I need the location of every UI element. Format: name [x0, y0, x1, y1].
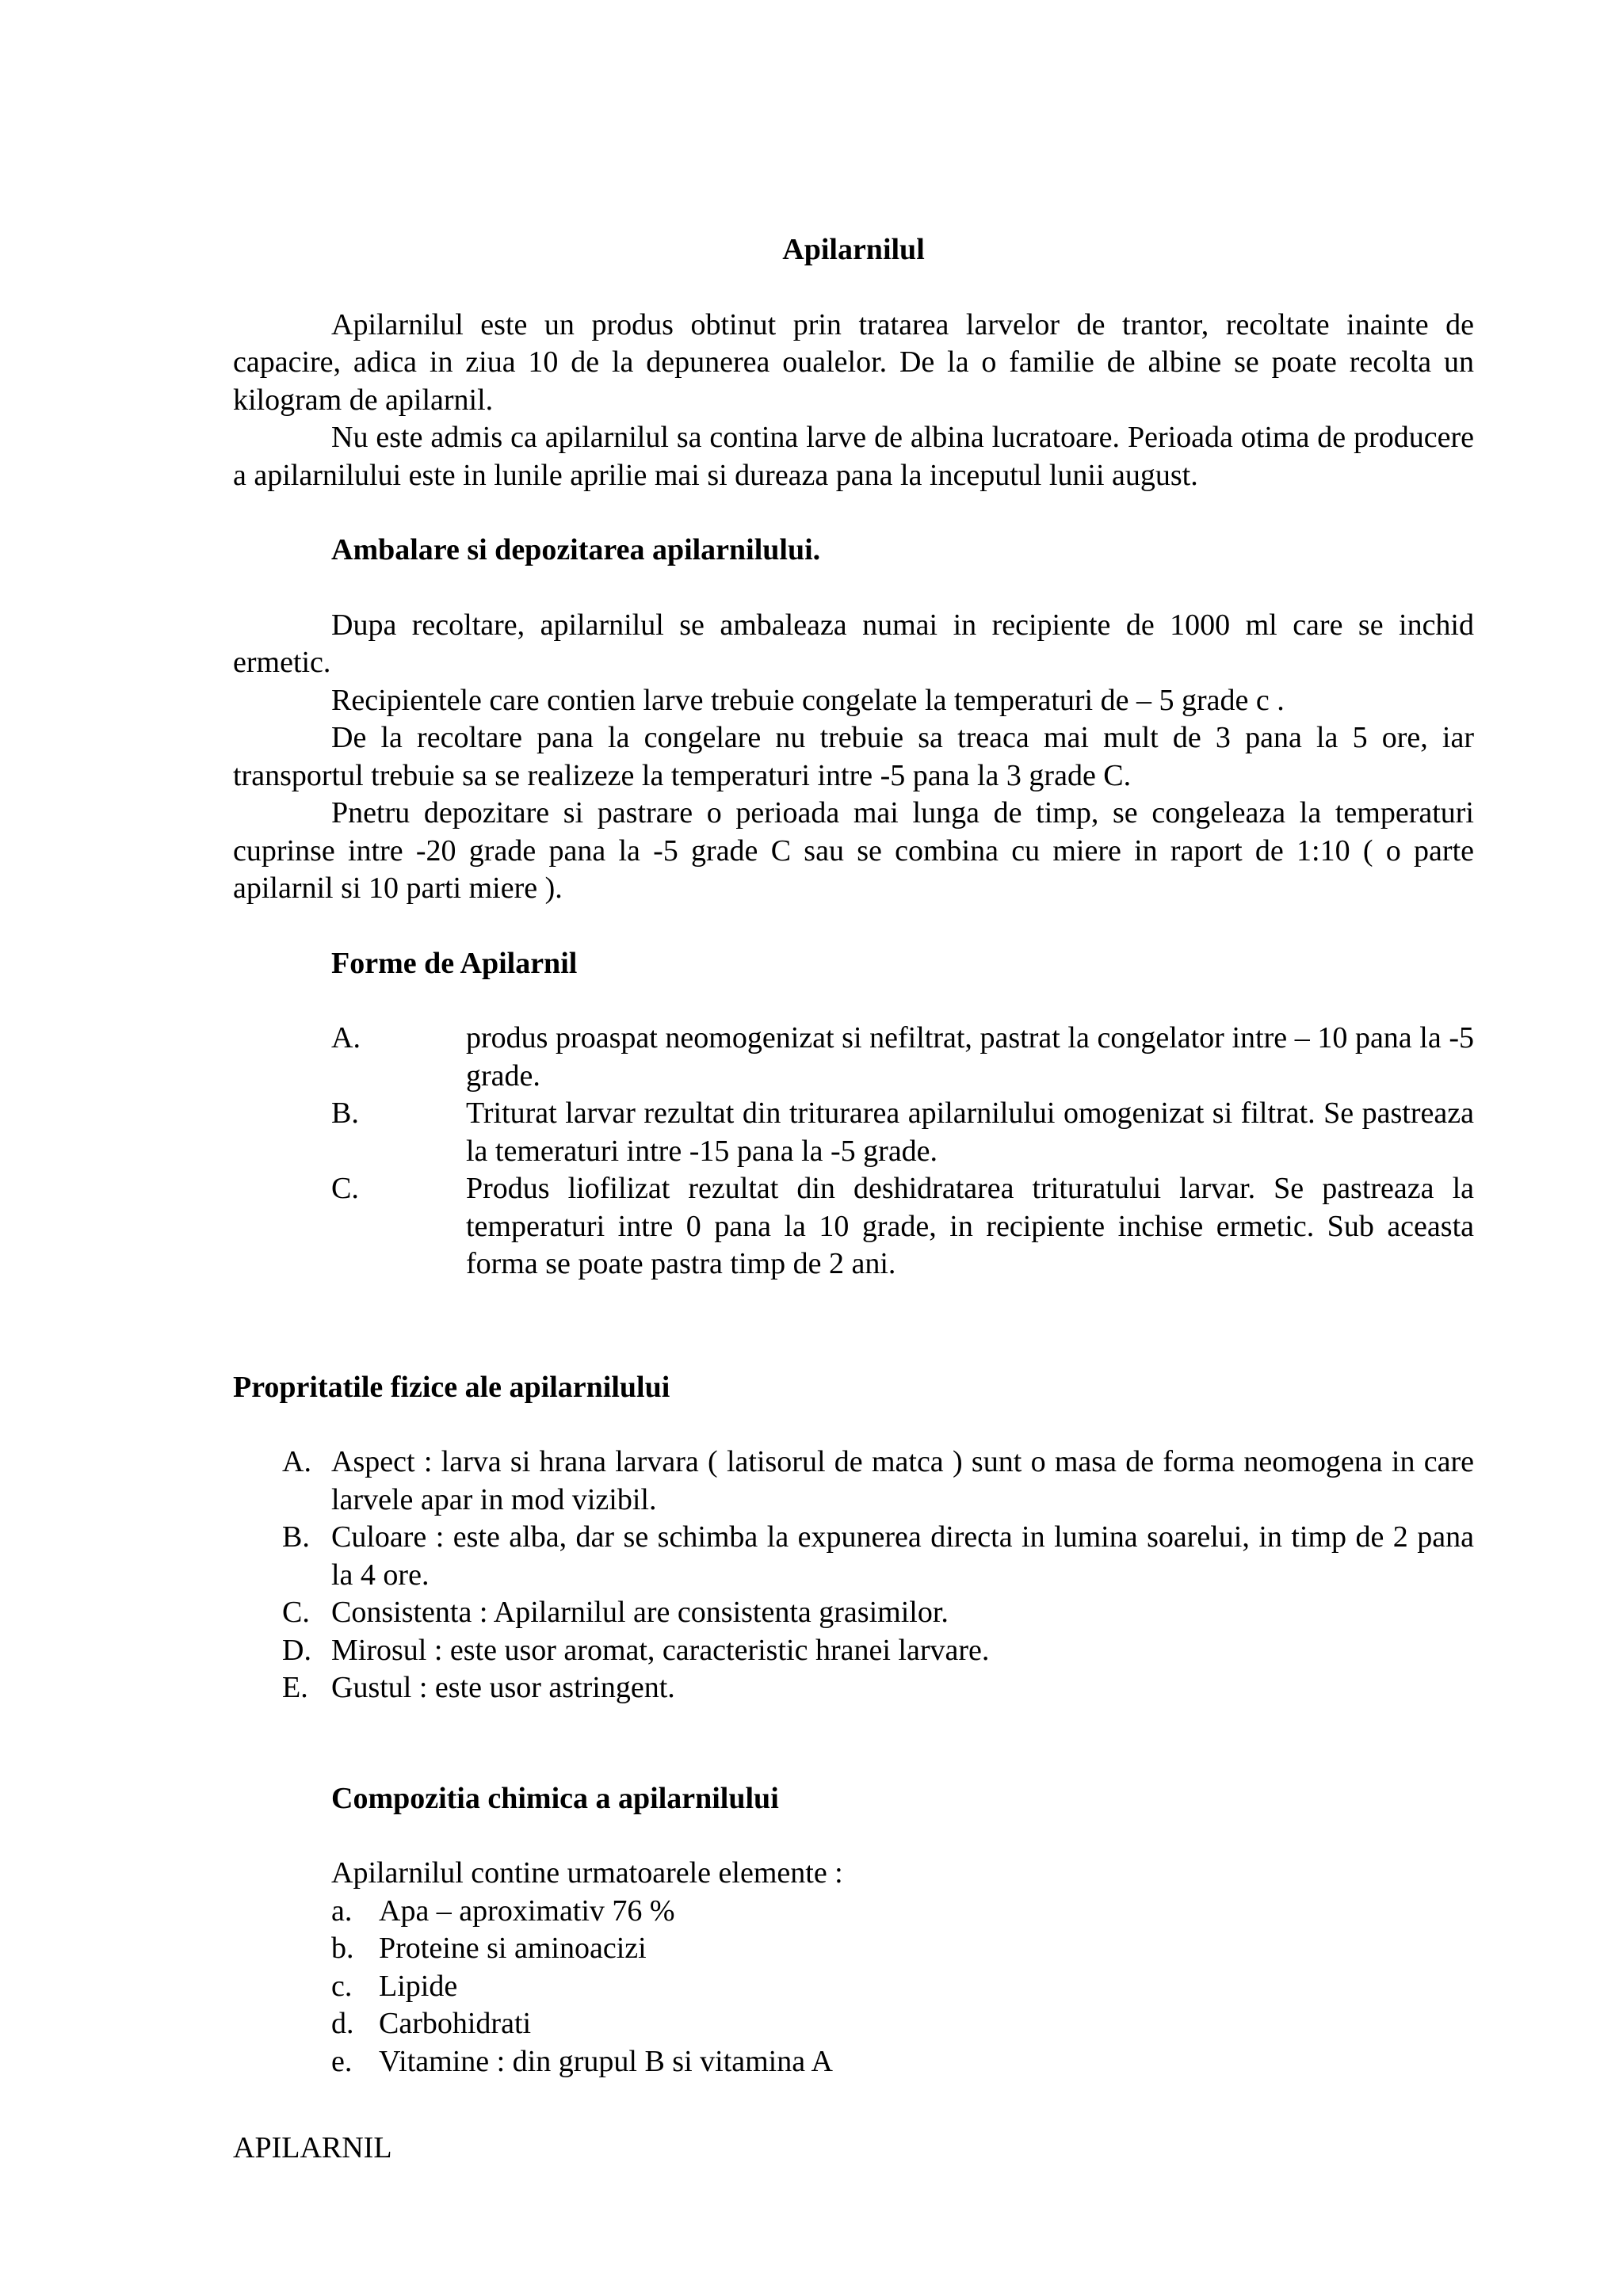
list-item-label: E. [282, 1671, 308, 1704]
list-item-text: Proteine si aminoacizi [379, 1932, 647, 1965]
list-item-text: Lipide [379, 1969, 458, 2003]
list-item [282, 1444, 1474, 1519]
list-item-text: produs proaspat neomogenizat si nefiltrat, pastrat la congelator intre – 10 pana la -5 grade. [466, 1021, 1474, 1093]
list-item [331, 1170, 1474, 1283]
list-item-label: e. [331, 2044, 353, 2078]
list-item-label: d. [331, 2007, 354, 2040]
list-item-label: B. [331, 1097, 359, 1130]
list-item [282, 1669, 1474, 1707]
storage-paragraph-1: Dupa recoltare, apilarnilul se ambaleaza numai in recipiente de 1000 ml care se inchid ermetic. [233, 608, 1474, 679]
chemistry-list [233, 1893, 1474, 2081]
list-item-text: Consistenta : Apilarnilul are consistenta grasimilor. [331, 1596, 949, 1629]
list-item [331, 2005, 1474, 2043]
list-item-text: Produs liofilizat rezultat din deshidratarea trituratului larvar. Se pastreaza la temperaturi intre 0 pana la 10 grade, in recipiente inchise ermetic. Sub aceasta forma se poate pastra timp de 2 ani. [466, 1172, 1474, 1280]
list-item-text: Apa – aproximativ 76 % [379, 1894, 675, 1928]
list-item [282, 1632, 1474, 1670]
list-item [331, 1020, 1474, 1095]
storage-paragraph-3: De la recoltare pana la congelare nu trebuie sa treaca mai mult de 3 pana la 5 ore, iar transportul trebuie sa se realizeze la temperaturi intre -5 pana la 3 grade C. [233, 721, 1474, 792]
list-item [331, 1893, 1474, 1931]
storage-paragraph-4: Pnetru depozitare si pastrare o perioada mai lunga de timp, se congeleaza la temperaturi cuprinse intre -20 grade pana la -5 grade C sau se combina cu miere in raport de 1:10 ( o parte apilarnil si 10 parti miere ). [233, 796, 1474, 905]
list-item-label: a. [331, 1894, 353, 1928]
list-item-text: Carbohidrati [379, 2007, 532, 2040]
properties-list [233, 1444, 1474, 1707]
storage-heading: Ambalare si depozitarea apilarnilului. [331, 533, 821, 566]
page-title: Apilarnilul [782, 233, 925, 266]
list-item [331, 1968, 1474, 2006]
list-item-label: D. [282, 1633, 311, 1667]
list-item [331, 1930, 1474, 1968]
list-item-label: B. [282, 1520, 310, 1554]
chemistry-heading: Compozitia chimica a apilarnilului [331, 1781, 779, 1815]
list-item-text: Aspect : larva si hrana larvara ( latisorul de matca ) sunt o masa de forma neomogena in care larvele apar in mod vizibil. [331, 1445, 1474, 1516]
chemistry-intro: Apilarnilul contine urmatoarele elemente : [331, 1856, 843, 1890]
intro-paragraph-1: Apilarnilul este un produs obtinut prin tratarea larvelor de trantor, recoltate inainte de capacire, adica in ziua 10 de la depunerea oualelor. De la o familie de albine se poate recolta un kilogram de apilarnil. [233, 307, 1474, 417]
properties-heading: Propritatile fizice ale apilarnilului [233, 1370, 670, 1404]
list-item-text: Mirosul : este usor aromat, caracteristic hranei larvare. [331, 1633, 990, 1667]
list-item-label: A. [331, 1021, 361, 1055]
forms-heading: Forme de Apilarnil [331, 946, 578, 980]
list-item-label: C. [331, 1172, 359, 1205]
list-item-label: C. [282, 1596, 310, 1629]
document-body [233, 231, 1474, 2081]
list-item [331, 2043, 1474, 2081]
list-item-label: A. [282, 1445, 311, 1478]
list-item [282, 1594, 1474, 1632]
list-item-label: c. [331, 1969, 353, 2003]
page-footer: APILARNIL [233, 2131, 392, 2164]
storage-paragraph-2: Recipientele care contien larve trebuie congelate la temperaturi de – 5 grade c . [331, 683, 1285, 717]
list-item [331, 1095, 1474, 1170]
list-item-text: Triturat larvar rezultat din triturarea apilarnilului omogenizat si filtrat. Se pastreaza la temeraturi intre -15 pana la -5 grade. [466, 1097, 1474, 1168]
list-item [282, 1519, 1474, 1594]
list-item-text: Vitamine : din grupul B si vitamina A [379, 2044, 833, 2078]
intro-paragraph-2: Nu este admis ca apilarnilul sa contina larve de albina lucratoare. Perioada otima de producere a apilarnilului este in lunile aprilie mai si dureaza pana la inceputul lunii august. [233, 421, 1474, 492]
list-item-text: Gustul : este usor astringent. [331, 1671, 675, 1704]
list-item-text: Culoare : este alba, dar se schimba la expunerea directa in lumina soarelui, in timp de 2 pana la 4 ore. [331, 1520, 1474, 1592]
list-item-label: b. [331, 1932, 354, 1965]
forms-list [233, 1020, 1474, 1283]
